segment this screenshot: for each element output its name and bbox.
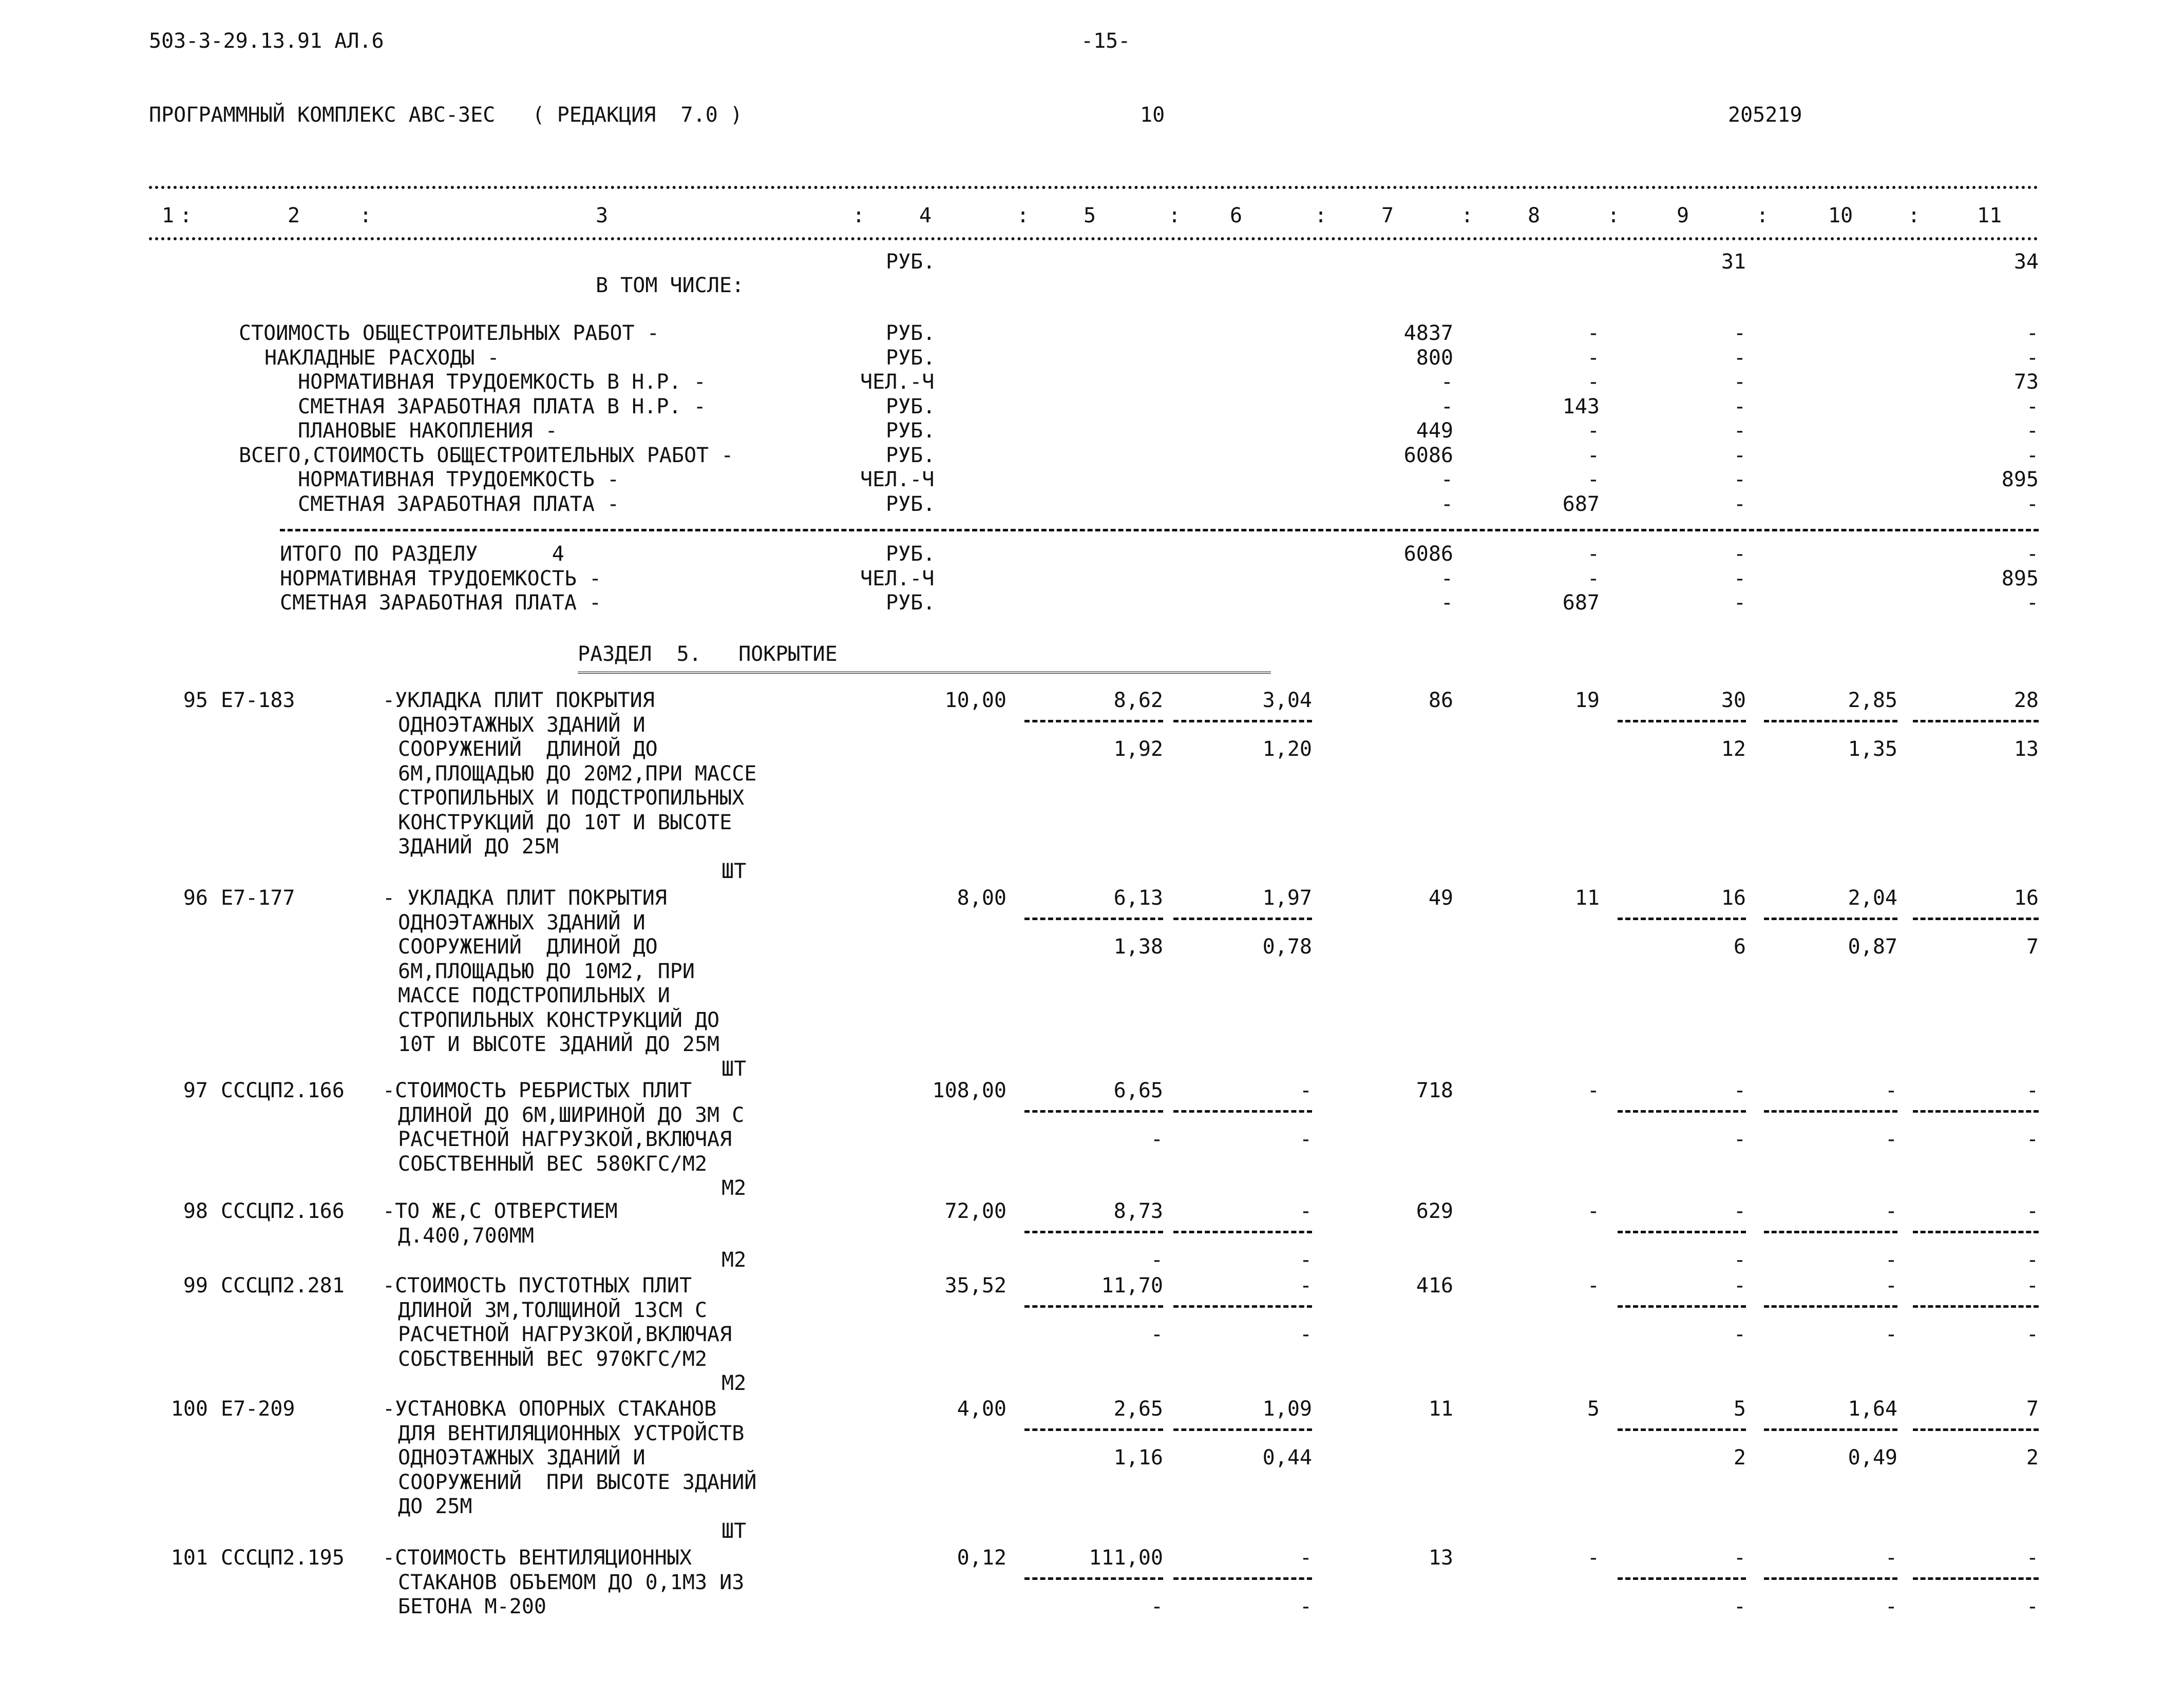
item-divider <box>1024 720 1163 722</box>
item-divider <box>1913 918 2039 920</box>
item-divider <box>1024 1231 1163 1233</box>
section-title: РАЗДЕЛ 5. ПОКРЫТИЕ <box>578 642 838 666</box>
summary-c11: - <box>2026 443 2039 467</box>
item-c6: - <box>1299 1546 1312 1570</box>
item-c10-wages: 1,35 <box>1848 737 1897 761</box>
item-c6: 3,04 <box>1262 689 1312 712</box>
item-description-line: СООРУЖЕНИЙ ДЛИНОЙ ДО <box>398 935 658 959</box>
summary-c11: - <box>2026 394 2039 418</box>
total-c8: - <box>1587 542 1600 566</box>
program-line: ПРОГРАММНЫЙ КОМПЛЕКС АВС-3ЕС ( РЕДАКЦИЯ 7.0 ) <box>149 103 743 127</box>
item-divider <box>1913 1577 2039 1580</box>
item-c4: 35,52 <box>944 1274 1006 1298</box>
summary-c11: - <box>2026 321 2039 345</box>
item-c5: 2,65 <box>1113 1397 1163 1421</box>
totals-rule <box>280 529 2039 531</box>
item-c7: 718 <box>1416 1079 1453 1102</box>
item-number: 95 <box>183 689 208 712</box>
item-c11: - <box>2026 1546 2039 1570</box>
item-description-line: ДО 25М <box>398 1495 472 1518</box>
total-unit: ЧЕЛ.-Ч <box>860 566 935 590</box>
total-c7: - <box>1440 566 1453 590</box>
summary-label: НАКЛАДНЫЕ РАСХОДЫ - <box>264 346 500 370</box>
column-number-7: 7 <box>1381 204 1394 227</box>
column-separator: : <box>180 204 193 227</box>
total-c9: - <box>1733 542 1746 566</box>
total-c9: - <box>1733 591 1746 615</box>
item-code: СССЦП2.166 <box>221 1199 345 1223</box>
item-c7: 629 <box>1416 1199 1453 1223</box>
item-c11-wages: - <box>2026 1323 2039 1346</box>
column-number-11: 11 <box>1977 204 2002 227</box>
item-divider <box>1764 720 1897 722</box>
item-description-line: - УКЛАДКА ПЛИТ ПОКРЫТИЯ <box>383 886 667 910</box>
item-divider <box>1173 1110 1312 1113</box>
summary-c11: 34 <box>2014 250 2039 274</box>
item-c9: - <box>1733 1079 1746 1102</box>
column-number-8: 8 <box>1528 204 1541 227</box>
item-divider <box>1764 1577 1897 1580</box>
item-divider <box>1618 720 1746 722</box>
item-c5-wages: - <box>1150 1128 1163 1151</box>
summary-c11: - <box>2026 492 2039 516</box>
item-description-line: ЗДАНИЙ ДО 25М <box>398 835 559 858</box>
item-divider <box>1764 1110 1897 1113</box>
including-label: В ТОМ ЧИСЛЕ: <box>596 274 744 297</box>
item-divider <box>1173 720 1312 722</box>
item-description-line: -СТОИМОСТЬ ПУСТОТНЫХ ПЛИТ <box>383 1274 692 1298</box>
total-c7: 6086 <box>1403 542 1453 566</box>
summary-c7: 449 <box>1416 419 1453 443</box>
column-separator: : <box>852 204 865 227</box>
item-c11: - <box>2026 1079 2039 1102</box>
summary-unit: РУБ. <box>886 346 936 370</box>
item-c9-wages: - <box>1733 1595 1746 1618</box>
item-c4: 4,00 <box>957 1397 1006 1421</box>
summary-c11: 895 <box>2001 468 2039 491</box>
item-c7: 11 <box>1428 1397 1453 1421</box>
item-divider <box>1173 1305 1312 1308</box>
item-c7: 86 <box>1428 689 1453 712</box>
item-description-line: РАСЧЕТНОЙ НАГРУЗКОЙ,ВКЛЮЧАЯ <box>398 1128 732 1151</box>
column-number-5: 5 <box>1084 204 1096 227</box>
item-c9: - <box>1733 1199 1746 1223</box>
item-c10-wages: - <box>1885 1323 1897 1346</box>
item-c8: 5 <box>1587 1397 1600 1421</box>
item-description-line: ДЛИНОЙ 3М,ТОЛЩИНОЙ 13СМ С <box>398 1298 708 1322</box>
item-divider <box>1913 1231 2039 1233</box>
summary-c8: - <box>1587 370 1600 394</box>
summary-c8: - <box>1587 419 1600 443</box>
item-divider <box>1173 1428 1312 1431</box>
item-divider <box>1024 918 1163 920</box>
item-c10-wages: - <box>1885 1128 1897 1151</box>
item-c9-wages: - <box>1733 1128 1746 1151</box>
item-description-line: СТРОПИЛЬНЫХ И ПОДСТРОПИЛЬНЫХ <box>398 786 745 810</box>
total-c7: - <box>1440 591 1453 615</box>
summary-c7: 6086 <box>1403 443 1453 467</box>
item-code: Е7-209 <box>221 1397 295 1421</box>
summary-c8: - <box>1587 468 1600 491</box>
summary-c11: - <box>2026 346 2039 370</box>
summary-label: НОРМАТИВНАЯ ТРУДОЕМКОСТЬ - <box>298 468 620 491</box>
item-description-line: СООРУЖЕНИЙ ДЛИНОЙ ДО <box>398 737 658 761</box>
item-c5: 6,65 <box>1113 1079 1163 1102</box>
item-description-line: МАССЕ ПОДСТРОПИЛЬНЫХ И <box>398 984 670 1007</box>
summary-c8: - <box>1587 346 1600 370</box>
summary-c9: - <box>1733 346 1746 370</box>
item-c10: - <box>1885 1199 1897 1223</box>
total-unit: РУБ. <box>886 542 936 566</box>
summary-unit: РУБ. <box>886 492 936 516</box>
item-c4: 10,00 <box>944 689 1006 712</box>
item-description-line: -ТО ЖЕ,С ОТВЕРСТИЕМ <box>383 1199 618 1223</box>
item-divider <box>1764 1231 1897 1233</box>
item-description-line: -УКЛАДКА ПЛИТ ПОКРЫТИЯ <box>383 689 655 712</box>
item-c6-wages: 0,78 <box>1262 935 1312 959</box>
item-description-line: 6М,ПЛОЩАДЬЮ ДО 20М2,ПРИ МАССЕ <box>398 761 757 786</box>
column-number-2: 2 <box>288 204 300 227</box>
item-unit: М2 <box>721 1248 747 1272</box>
item-divider <box>1173 1577 1312 1580</box>
item-number: 97 <box>183 1079 208 1102</box>
item-c11-wages: - <box>2026 1595 2039 1618</box>
summary-c9: - <box>1733 443 1746 467</box>
summary-c9: - <box>1733 321 1746 345</box>
column-separator: : <box>1607 204 1620 227</box>
item-divider <box>1024 1577 1163 1580</box>
item-number: 101 <box>170 1546 208 1570</box>
item-c10: - <box>1885 1546 1897 1570</box>
item-c9: - <box>1733 1546 1746 1570</box>
item-c4: 8,00 <box>957 886 1006 910</box>
item-c11: 7 <box>2026 1397 2039 1421</box>
item-divider <box>1913 1305 2039 1308</box>
page-number: -15- <box>1081 29 1131 53</box>
item-number: 98 <box>183 1199 208 1223</box>
item-c5: 111,00 <box>1089 1546 1163 1570</box>
item-divider <box>1024 1110 1163 1113</box>
item-c6: 1,09 <box>1262 1397 1312 1421</box>
summary-label: СТОИМОСТЬ ОБЩЕСТРОИТЕЛЬНЫХ РАБОТ - <box>239 321 659 345</box>
item-c11: - <box>2026 1199 2039 1223</box>
item-c9-wages: 6 <box>1733 935 1746 959</box>
item-c6-wages: 1,20 <box>1262 737 1312 761</box>
total-label: НОРМАТИВНАЯ ТРУДОЕМКОСТЬ - <box>280 566 602 590</box>
item-c8: - <box>1587 1199 1600 1223</box>
summary-c7: - <box>1440 468 1453 491</box>
column-number-6: 6 <box>1230 204 1243 227</box>
summary-c11: - <box>2026 419 2039 443</box>
column-separator: : <box>1315 204 1327 227</box>
item-c11-wages: - <box>2026 1248 2039 1272</box>
summary-label: ВСЕГО,СТОИМОСТЬ ОБЩЕСТРОИТЕЛЬНЫХ РАБОТ - <box>239 443 734 467</box>
column-separator: : <box>1461 204 1474 227</box>
item-c6-wages: - <box>1299 1248 1312 1272</box>
item-c11: 16 <box>2014 886 2039 910</box>
item-c10: - <box>1885 1079 1897 1102</box>
item-divider <box>1024 1305 1163 1308</box>
item-description-line: БЕТОНА М-200 <box>398 1595 546 1618</box>
summary-unit: РУБ. <box>886 419 936 443</box>
summary-unit: РУБ. <box>886 321 936 345</box>
summary-label: СМЕТНАЯ ЗАРАБОТНАЯ ПЛАТА В Н.Р. - <box>298 394 706 418</box>
summary-unit: РУБ. <box>886 443 936 467</box>
item-c10: 2,04 <box>1848 886 1897 910</box>
item-c8: - <box>1587 1546 1600 1570</box>
summary-unit: ЧЕЛ.-Ч <box>860 468 935 491</box>
item-code: Е7-177 <box>221 886 295 910</box>
item-c11-wages: - <box>2026 1128 2039 1151</box>
column-number-4: 4 <box>919 204 932 227</box>
item-divider <box>1173 1231 1312 1233</box>
document-id: 205219 <box>1728 103 1802 127</box>
item-divider <box>1618 1110 1746 1113</box>
block-number: 10 <box>1140 103 1165 127</box>
summary-c7: 4837 <box>1403 321 1453 345</box>
item-description-line: ОДНОЭТАЖНЫХ ЗДАНИЙ И <box>398 713 645 737</box>
summary-unit: РУБ. <box>886 250 936 274</box>
item-code: СССЦП2.281 <box>221 1274 345 1298</box>
item-c6: 1,97 <box>1262 886 1312 910</box>
item-description-line: -УСТАНОВКА ОПОРНЫХ СТАКАНОВ <box>383 1397 717 1421</box>
total-c11: 895 <box>2001 566 2039 590</box>
item-c11-wages: 2 <box>2026 1446 2039 1470</box>
item-c5-wages: 1,92 <box>1113 737 1163 761</box>
item-code: Е7-183 <box>221 689 295 712</box>
item-divider <box>1618 1577 1746 1580</box>
item-c7: 416 <box>1416 1274 1453 1298</box>
total-label: СМЕТНАЯ ЗАРАБОТНАЯ ПЛАТА - <box>280 591 602 615</box>
item-divider <box>1618 1428 1746 1431</box>
summary-c8: 143 <box>1562 394 1600 418</box>
summary-c7: - <box>1440 370 1453 394</box>
item-description-line: 6М,ПЛОЩАДЬЮ ДО 10М2, ПРИ <box>398 959 695 983</box>
item-number: 100 <box>170 1397 208 1421</box>
total-c11: - <box>2026 542 2039 566</box>
total-c8: - <box>1587 566 1600 590</box>
summary-c7: - <box>1440 492 1453 516</box>
item-c10: 1,64 <box>1848 1397 1897 1421</box>
item-c8: 11 <box>1574 886 1600 910</box>
total-label: ИТОГО ПО РАЗДЕЛУ 4 <box>280 542 564 566</box>
item-c10-wages: - <box>1885 1248 1897 1272</box>
item-c4: 108,00 <box>932 1079 1006 1102</box>
total-c9: - <box>1733 566 1746 590</box>
item-c5-wages: - <box>1150 1595 1163 1618</box>
summary-c11: 73 <box>2014 370 2039 394</box>
table-top-rule <box>149 186 2039 189</box>
summary-c9: - <box>1733 419 1746 443</box>
summary-c8: 687 <box>1562 492 1600 516</box>
item-c9-wages: - <box>1733 1248 1746 1272</box>
item-unit: М2 <box>721 1371 747 1395</box>
item-description-line: СОБСТВЕННЫЙ ВЕС 580КГС/М2 <box>398 1152 708 1176</box>
item-c10-wages: 0,49 <box>1848 1446 1897 1470</box>
item-description-line: ДЛЯ ВЕНТИЛЯЦИОННЫХ УСТРОЙСТВ <box>398 1421 745 1445</box>
column-number-9: 9 <box>1677 204 1689 227</box>
item-description-line: РАСЧЕТНОЙ НАГРУЗКОЙ,ВКЛЮЧАЯ <box>398 1323 732 1346</box>
item-divider <box>1024 1428 1163 1431</box>
item-c9: - <box>1733 1274 1746 1298</box>
item-description-line: -СТОИМОСТЬ ВЕНТИЛЯЦИОННЫХ <box>383 1546 692 1570</box>
column-number-10: 10 <box>1828 204 1853 227</box>
item-c11-wages: 13 <box>2014 737 2039 761</box>
item-number: 96 <box>183 886 208 910</box>
summary-label: НОРМАТИВНАЯ ТРУДОЕМКОСТЬ В Н.Р. - <box>298 370 706 394</box>
item-description-line: СТАКАНОВ ОБЪЕМОМ ДО 0,1М3 ИЗ <box>398 1570 745 1594</box>
item-c9: 5 <box>1733 1397 1746 1421</box>
item-c7: 13 <box>1428 1546 1453 1570</box>
column-header-rule <box>149 237 2039 240</box>
summary-c9: - <box>1733 492 1746 516</box>
summary-c8: - <box>1587 443 1600 467</box>
summary-c9: - <box>1733 370 1746 394</box>
item-c9: 30 <box>1721 689 1746 712</box>
section-title-underline <box>578 672 1271 674</box>
summary-c7: 800 <box>1416 346 1453 370</box>
doc-code: 503-3-29.13.91 АЛ.6 <box>149 29 384 53</box>
item-code: СССЦП2.195 <box>221 1546 345 1570</box>
column-separator: : <box>1017 204 1030 227</box>
item-description-line: КОНСТРУКЦИЙ ДО 10Т И ВЫСОТЕ <box>398 810 732 834</box>
item-c5: 6,13 <box>1113 886 1163 910</box>
item-divider <box>1173 918 1312 920</box>
item-c5: 8,62 <box>1113 689 1163 712</box>
item-description-line: 10Т И ВЫСОТЕ ЗДАНИЙ ДО 25М <box>398 1033 720 1056</box>
item-c5-wages: 1,38 <box>1113 935 1163 959</box>
total-unit: РУБ. <box>886 591 936 615</box>
item-c5-wages: 1,16 <box>1113 1446 1163 1470</box>
summary-c9: 31 <box>1721 250 1746 274</box>
item-c9-wages: 2 <box>1733 1446 1746 1470</box>
item-unit: М2 <box>721 1176 747 1200</box>
item-c10-wages: 0,87 <box>1848 935 1897 959</box>
item-c5: 8,73 <box>1113 1199 1163 1223</box>
summary-label: СМЕТНАЯ ЗАРАБОТНАЯ ПЛАТА - <box>298 492 620 516</box>
item-c10-wages: - <box>1885 1595 1897 1618</box>
item-description-line: ОДНОЭТАЖНЫХ ЗДАНИЙ И <box>398 910 645 934</box>
item-unit: ШТ <box>721 859 747 883</box>
column-number-3: 3 <box>596 204 609 227</box>
item-divider <box>1913 1110 2039 1113</box>
item-divider <box>1913 1428 2039 1431</box>
item-c10: 2,85 <box>1848 689 1897 712</box>
total-c11: - <box>2026 591 2039 615</box>
summary-label: ПЛАНОВЫЕ НАКОПЛЕНИЯ - <box>298 419 558 443</box>
item-code: СССЦП2.166 <box>221 1079 345 1102</box>
item-c11-wages: 7 <box>2026 935 2039 959</box>
item-divider <box>1764 1428 1897 1431</box>
item-description-line: ДЛИНОЙ ДО 6М,ШИРИНОЙ ДО 3М С <box>398 1103 745 1127</box>
item-divider <box>1913 720 2039 722</box>
item-c5-wages: - <box>1150 1248 1163 1272</box>
item-description-line: Д.400,700ММ <box>398 1224 534 1248</box>
item-description-line: -СТОИМОСТЬ РЕБРИСТЫХ ПЛИТ <box>383 1079 692 1102</box>
summary-unit: РУБ. <box>886 394 936 418</box>
column-separator: : <box>359 204 372 227</box>
item-number: 99 <box>183 1274 208 1298</box>
item-c6-wages: 0,44 <box>1262 1446 1312 1470</box>
item-description-line: СТРОПИЛЬНЫХ КОНСТРУКЦИЙ ДО <box>398 1008 720 1032</box>
item-c8: - <box>1587 1079 1600 1102</box>
item-c6-wages: - <box>1299 1128 1312 1151</box>
item-divider <box>1764 1305 1897 1308</box>
summary-c9: - <box>1733 394 1746 418</box>
item-c6-wages: - <box>1299 1323 1312 1346</box>
item-divider <box>1618 918 1746 920</box>
item-divider <box>1618 1231 1746 1233</box>
column-separator: : <box>1756 204 1769 227</box>
item-c9-wages: - <box>1733 1323 1746 1346</box>
item-c9: 16 <box>1721 886 1746 910</box>
item-divider <box>1764 918 1897 920</box>
summary-c8: - <box>1587 321 1600 345</box>
summary-unit: ЧЕЛ.-Ч <box>860 370 935 394</box>
summary-c7: - <box>1440 394 1453 418</box>
item-c11: 28 <box>2014 689 2039 712</box>
item-c6: - <box>1299 1274 1312 1298</box>
item-description-line: СООРУЖЕНИЙ ПРИ ВЫСОТЕ ЗДАНИЙ <box>398 1470 757 1494</box>
item-c7: 49 <box>1428 886 1453 910</box>
item-c8: 19 <box>1574 689 1600 712</box>
item-c6: - <box>1299 1199 1312 1223</box>
item-c5: 11,70 <box>1101 1274 1163 1298</box>
summary-c9: - <box>1733 468 1746 491</box>
item-c4: 72,00 <box>944 1199 1006 1223</box>
item-unit: ШТ <box>721 1519 747 1543</box>
item-c6-wages: - <box>1299 1595 1312 1618</box>
item-description-line: ОДНОЭТАЖНЫХ ЗДАНИЙ И <box>398 1446 645 1470</box>
item-c9-wages: 12 <box>1721 737 1746 761</box>
column-number-1: 1 <box>162 204 175 227</box>
item-divider <box>1618 1305 1746 1308</box>
item-c6: - <box>1299 1079 1312 1102</box>
item-unit: ШТ <box>721 1057 747 1081</box>
total-c8: 687 <box>1562 591 1600 615</box>
column-separator: : <box>1908 204 1921 227</box>
column-separator: : <box>1168 204 1181 227</box>
item-c5-wages: - <box>1150 1323 1163 1346</box>
item-description-line: СОБСТВЕННЫЙ ВЕС 970КГС/М2 <box>398 1347 708 1371</box>
item-c11: - <box>2026 1274 2039 1298</box>
item-c10: - <box>1885 1274 1897 1298</box>
item-c8: - <box>1587 1274 1600 1298</box>
item-c4: 0,12 <box>957 1546 1006 1570</box>
